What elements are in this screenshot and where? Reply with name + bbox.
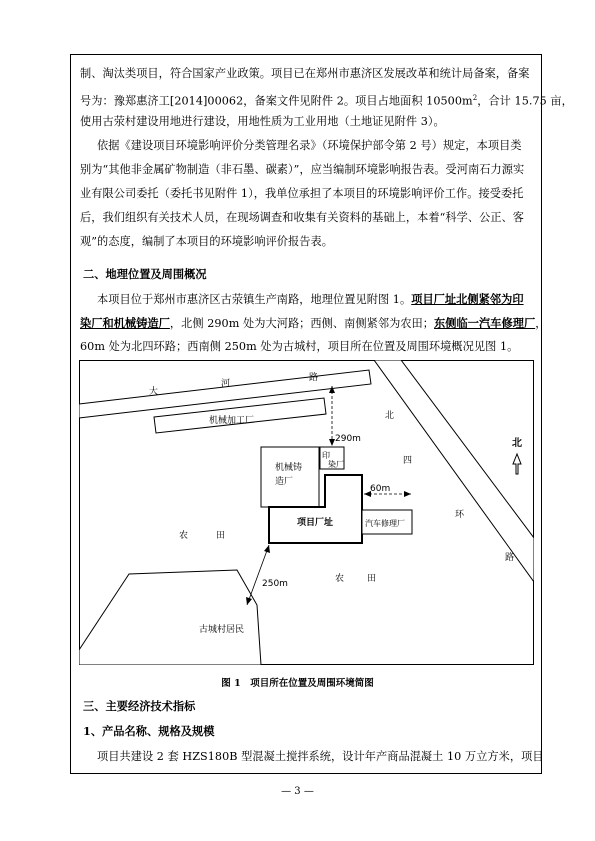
emphasis-text: 东侧临一汽车修理厂 — [434, 316, 536, 330]
road-label: 河 — [221, 379, 231, 389]
road-label: 环 — [455, 510, 465, 520]
road-label: 四 — [403, 456, 413, 466]
section-heading: 二、地理位置及周围概况 — [83, 267, 207, 281]
factory-label: 染厂 — [328, 460, 344, 469]
page-number: — 3 — — [281, 786, 314, 797]
paragraph-line: 制、淘汰类项目，符合国家产业政策。项目已在郑州市惠济区发展改革和统计局备案，备案 — [80, 67, 530, 80]
road-label: 路 — [309, 373, 319, 383]
figure-caption: 图 1 项目所在位置及周围环境简图 — [221, 678, 374, 689]
village-label: 古城村居民 — [199, 625, 245, 635]
paragraph-line: 60m 处为北四环路；西南侧 250m 处为古城村，项目所在位置及周围环境概况见图 1。 — [80, 340, 519, 353]
paragraph-line: 别为“其他非金属矿物制造（非石墨、碳素）”，应当编制环境影响报告表。受河南石力源实 — [80, 163, 525, 176]
superscript: 2 — [472, 94, 478, 102]
paragraph-line — [80, 316, 547, 331]
factory-label: 印 — [322, 451, 330, 460]
distance-label: 290m — [335, 434, 361, 444]
paragraph-line: 项目共建设 2 套 HZS180B 型混凝土搅拌系统，设计年产商品混凝土 10 万立方米，项目 — [97, 750, 544, 763]
factory-label: 机械加工厂 — [209, 416, 255, 426]
subsection-heading: 1、产品名称、规格及规模 — [83, 724, 215, 738]
farmland-label: 田 — [367, 574, 377, 584]
paragraph-line — [80, 91, 573, 109]
factory-label: 机械铸 — [275, 463, 303, 473]
paragraph-line: 观”的态度，编制了本项目的环境影响评价报告表。 — [80, 235, 333, 248]
farmland-label: 农 — [335, 574, 345, 584]
text-run: 号为：豫郑惠济工[2014]00062，备案文件见附件 2。项目占地面积 10500m — [80, 94, 473, 108]
paragraph-line: 使用古荥村建设用地进行建设，用地性质为工业用地（土地证见附件 3）。 — [80, 115, 445, 128]
paragraph-line: 业有限公司委托（委托书见附件 1），我单位承担了本项目的环境影响评价工作。接受委托 — [80, 187, 524, 200]
farmland-label: 农 — [179, 531, 189, 541]
emphasis-text: 项目厂址北侧紧邻为印 — [411, 292, 524, 306]
road-label: 大 — [149, 387, 159, 397]
text-run: ，北侧 290m 处为大河路；西侧、南侧紧邻为农田； — [169, 317, 435, 330]
north-label: 北 — [512, 438, 522, 449]
paragraph-line: 依据《建设项目环境影响评价分类管理名录》（环境保护部令第 2 号）规定，本项目类 — [97, 139, 522, 152]
road-label: 路 — [505, 553, 515, 563]
project-site-label: 项目厂址 — [297, 518, 334, 528]
emphasis-text: 染厂和机械铸造厂 — [80, 316, 170, 330]
text-run: ， — [535, 317, 547, 330]
factory-label: 造厂 — [275, 477, 294, 487]
car-repair-label: 汽车修理厂 — [365, 519, 405, 528]
distance-label: 60m — [370, 484, 391, 494]
frame-bottom-rule — [70, 773, 542, 774]
text-run: ，合计 15.75 亩， — [477, 94, 573, 108]
paragraph-line — [97, 292, 557, 307]
text-run: 本项目位于郑州市惠济区古荥镇生产南路，地理位置见附图 1。 — [97, 293, 412, 306]
distance-label: 250m — [262, 579, 288, 589]
road-label: 北 — [385, 411, 395, 421]
paragraph-line: 后，我们组织有关技术人员，在现场调查和收集有关资料的基础上，本着“科学、公正、客 — [80, 211, 525, 224]
farmland-label: 田 — [216, 531, 226, 541]
location-diagram — [79, 360, 534, 690]
section-heading: 三、主要经济技术指标 — [83, 699, 196, 713]
